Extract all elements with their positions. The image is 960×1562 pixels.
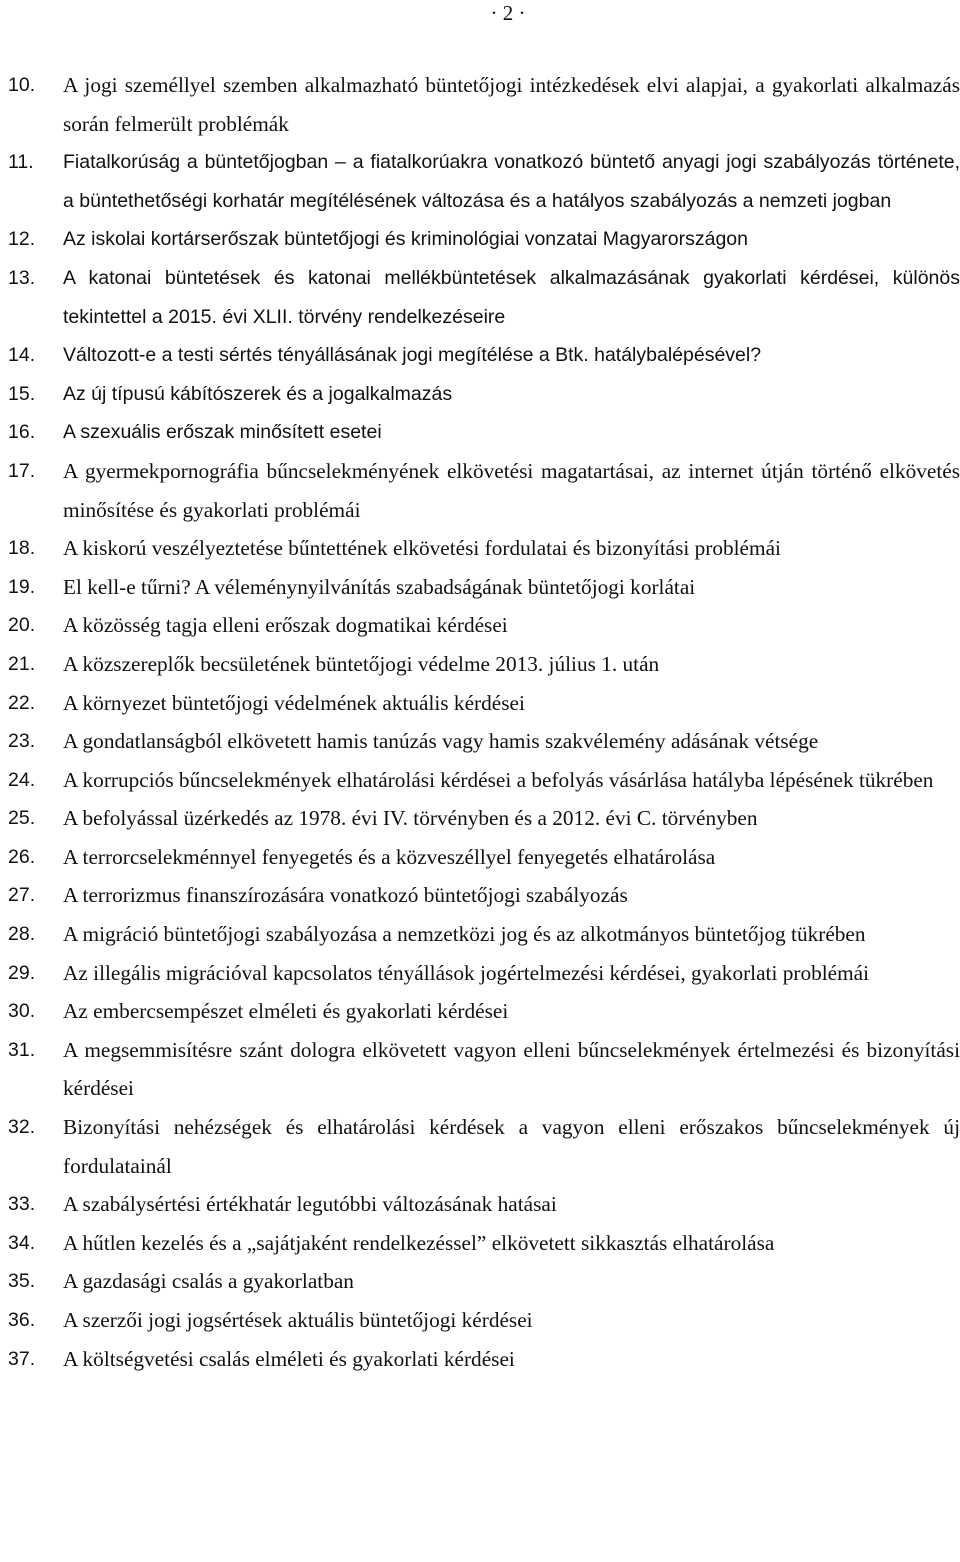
list-item-text: A megsemmisítésre szánt dologra elkövetett vagyon elleni bűncselekmények értelmezési és bizonyítási kérdései xyxy=(63,1037,960,1101)
list-item-text: A gondatlanságból elkövetett hamis tanúzás vagy hamis szakvélemény adásának vétsége xyxy=(63,729,819,754)
list-item xyxy=(0,413,960,452)
list-item-text: A terrorcselekménnyel fenyegetés és a közveszéllyel fenyegetés elhatárolása xyxy=(63,844,716,869)
list-item xyxy=(0,375,960,414)
list-item-number: 16. xyxy=(8,421,36,444)
page-number: · 2 · xyxy=(490,1,526,25)
list-item xyxy=(0,1262,960,1301)
list-item xyxy=(0,915,960,954)
list-item-text: A migráció büntetőjogi szabályozása a nemzetközi jog és az alkotmányos büntetőjog tükrében xyxy=(63,922,866,947)
list-item-number: 22. xyxy=(8,691,36,714)
list-item-text: Bizonyítási nehézségek és elhatárolási kérdések a vagyon elleni erőszakos bűncselekmények új fordulatainál xyxy=(63,1115,960,1178)
list-item xyxy=(0,220,960,259)
list-item xyxy=(0,876,960,915)
list-item-text: A szabálysértési értékhatár legutóbbi változásának hatásai xyxy=(63,1192,557,1217)
list-item-text: A költségvetési csalás elméleti és gyakorlati kérdései xyxy=(63,1346,515,1371)
list-item-text: A szerzői jogi jogsértések aktuális büntetőjogi kérdései xyxy=(63,1308,533,1332)
list-item-number: 28. xyxy=(8,923,36,946)
list-item-number: 10. xyxy=(8,74,36,96)
topic-list xyxy=(0,66,960,1378)
list-item-text: Az iskolai kortárserőszak büntetőjogi és kriminológiai vonzatai Magyarországon xyxy=(63,228,748,251)
list-item-number: 27. xyxy=(8,884,36,907)
list-item-number: 15. xyxy=(8,382,36,405)
list-item-number: 21. xyxy=(8,652,36,675)
list-item-text: A gazdasági csalás a gyakorlatban xyxy=(63,1269,354,1294)
list-item-number: 14. xyxy=(8,344,36,367)
list-item xyxy=(0,645,960,684)
list-item-text: Az illegális migrációval kapcsolatos tényállások jogértelmezési kérdései, gyakorlati problémái xyxy=(63,960,870,985)
list-item-number: 25. xyxy=(8,807,36,830)
list-item-number: 23. xyxy=(8,730,36,753)
list-item xyxy=(0,1185,960,1224)
list-item-text: Változott-e a testi sértés tényállásának jogi megítélése a Btk. hatálybalépésével? xyxy=(63,344,762,367)
list-item-number: 32. xyxy=(8,1116,36,1139)
list-item xyxy=(0,336,960,375)
list-item xyxy=(0,529,960,568)
list-item xyxy=(0,1031,960,1108)
list-item-number: 34. xyxy=(8,1231,36,1254)
list-item xyxy=(0,1340,960,1379)
list-item-text: Az embercsempészet elméleti és gyakorlati kérdései xyxy=(63,999,509,1024)
list-item xyxy=(0,452,960,529)
list-item-text: A gyermekpornográfia bűncselekményének elkövetési magatartásai, az internet útján történő elkövetés minősítése és gyakorlati problémái xyxy=(63,458,960,522)
list-item xyxy=(0,66,960,143)
list-item-text: A környezet büntetőjogi védelmének aktuális kérdései xyxy=(63,690,525,715)
list-item-number: 24. xyxy=(8,768,36,791)
list-item-number: 29. xyxy=(8,961,36,984)
list-item-text: A jogi személlyel szemben alkalmazható büntetőjogi intézkedések elvi alapjai, a gyakorlati alkalmazás során felmerült problémák xyxy=(63,73,960,136)
list-item xyxy=(0,1224,960,1263)
list-item xyxy=(0,722,960,761)
list-item-text: A korrupciós bűncselekmények elhatárolási kérdései a befolyás vásárlása hatályba lépésének tükrében xyxy=(63,767,934,792)
list-item-number: 36. xyxy=(8,1309,36,1331)
list-item-text: A terrorizmus finanszírozására vonatkozó büntetőjogi szabályozás xyxy=(63,883,628,908)
list-item-text: A katonai büntetések és katonai mellékbüntetések alkalmazásának gyakorlati kérdései, különös tekintettel a 2015. évi XLII. törvény rendelkezéseire xyxy=(63,266,960,328)
list-item-text: Fiatalkorúság a büntetőjogban – a fiatalkorúakra vonatkozó büntető anyagi jogi szabályozás története, a büntethetőségi korhatár megítélésének változása és a hatályos szabályozás a nemzeti jogban xyxy=(63,151,960,212)
list-item xyxy=(0,568,960,607)
list-item-text: El kell-e tűrni? A véleménynyilvánítás szabadságának büntetőjogi korlátai xyxy=(63,574,696,599)
list-item-number: 12. xyxy=(8,228,36,251)
list-item-number: 20. xyxy=(8,614,36,637)
list-item-text: Az új típusú kábítószerek és a jogalkalmazás xyxy=(63,382,453,405)
list-item-text: A kiskorú veszélyeztetése bűntettének elkövetési fordulatai és bizonyítási problémái xyxy=(63,536,781,561)
list-item-number: 37. xyxy=(8,1347,36,1370)
list-item-number: 19. xyxy=(8,575,36,598)
list-item-text: A közszereplők becsületének büntetőjogi védelme 2013. július 1. után xyxy=(63,651,660,676)
list-item-number: 17. xyxy=(8,459,36,482)
list-item xyxy=(0,992,960,1031)
list-item xyxy=(0,954,960,993)
list-item-text: A befolyással üzérkedés az 1978. évi IV. törvényben és a 2012. évi C. törvényben xyxy=(63,806,758,831)
list-item-number: 11. xyxy=(8,151,34,174)
list-item xyxy=(0,799,960,838)
list-item-number: 30. xyxy=(8,1000,36,1023)
list-item xyxy=(0,1301,960,1340)
list-item xyxy=(0,606,960,645)
list-item-number: 31. xyxy=(8,1038,36,1061)
list-item-text: A közösség tagja elleni erőszak dogmatikai kérdései xyxy=(63,613,508,638)
list-item-number: 13. xyxy=(8,266,36,289)
list-item-text: A szexuális erőszak minősített esetei xyxy=(63,421,382,444)
list-item xyxy=(0,761,960,800)
list-item-number: 35. xyxy=(8,1270,36,1293)
list-item-number: 26. xyxy=(8,845,36,868)
list-item xyxy=(0,259,960,336)
list-item xyxy=(0,684,960,723)
list-item-number: 18. xyxy=(8,537,36,560)
list-item xyxy=(0,838,960,877)
list-item xyxy=(0,1108,960,1185)
list-item-number: 33. xyxy=(8,1193,36,1216)
list-item xyxy=(0,143,960,220)
list-item-text: A hűtlen kezelés és a „sajátjaként rendelkezéssel” elkövetett sikkasztás elhatárolása xyxy=(63,1230,775,1255)
